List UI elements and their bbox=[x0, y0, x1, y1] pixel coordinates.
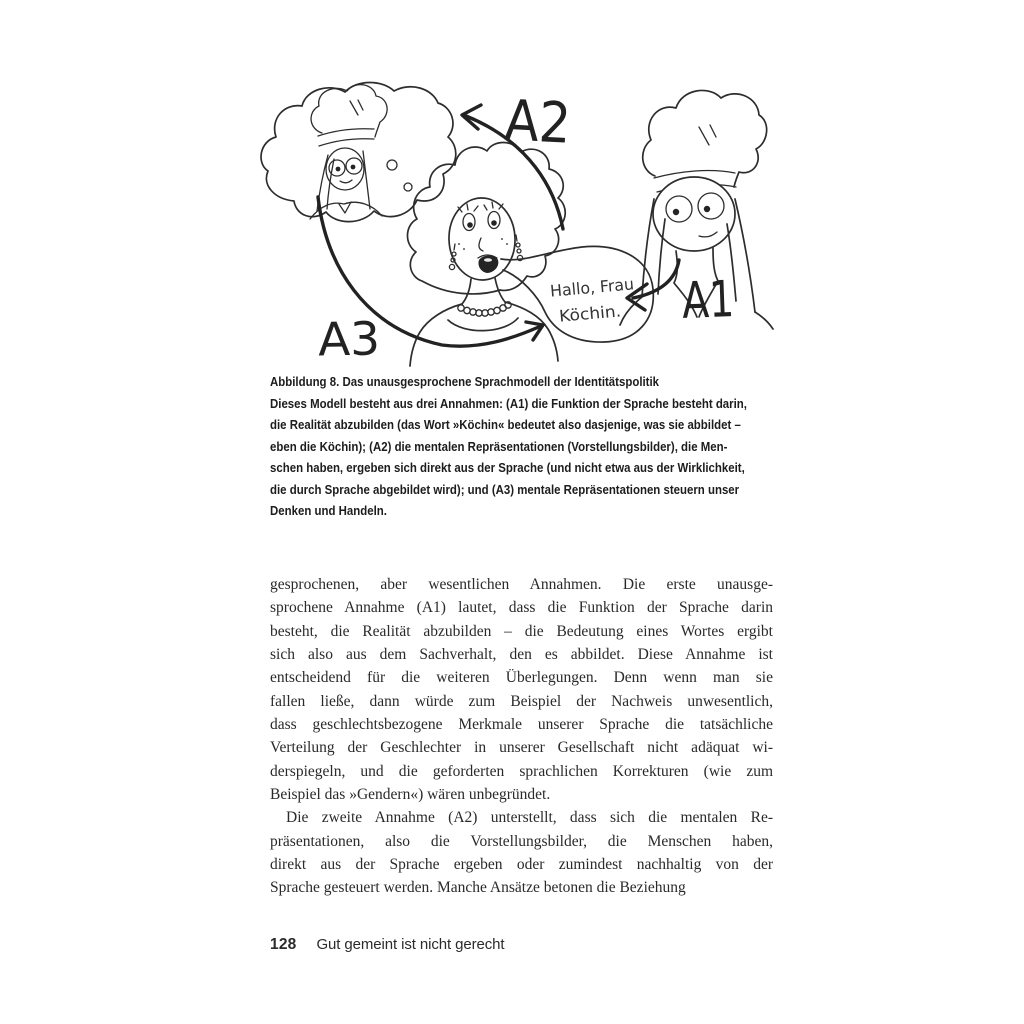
figure-caption-line: die Realität abzubilden (das Wort »Köchin« bedeutet also dasjenige, was sie abbildet – bbox=[270, 417, 741, 432]
chef-hat bbox=[643, 90, 767, 187]
label-a3: A3 bbox=[317, 311, 380, 367]
imagined-chef-figure bbox=[310, 85, 387, 219]
thought-bubble bbox=[261, 83, 456, 222]
thought-trail-bubble bbox=[387, 160, 397, 170]
thought-trail-bubble bbox=[404, 183, 412, 191]
figure-caption-line: Dieses Modell besteht aus drei Annahmen: (A1) die Funktion der Sprache besteht darin, bbox=[270, 395, 747, 411]
running-book-title: Gut gemeint ist nicht gerecht bbox=[316, 936, 505, 953]
figure-caption-line: die durch Sprache abgebildet wird); und (A3) mentale Repräsentationen steuern unser bbox=[270, 481, 740, 497]
body-line: sich also aus dem Sachverhalt, den es abbildet. Diese Annahme ist bbox=[270, 646, 773, 664]
body-line: besteht, die Realität abzubilden – die Bedeutung eines Wortes ergibt bbox=[270, 622, 773, 640]
figure-caption-line: eben die Köchin); (A2) die mentalen Repräsentationen (Vorstellungsbilder), die Men- bbox=[270, 438, 728, 454]
figure-caption-title: Abbildung 8. Das unausgesprochene Sprachmodell der Identitätspolitik bbox=[270, 374, 660, 389]
body-line: Sprache gesteuert werden. Manche Ansätze betonen die Beziehung bbox=[270, 879, 686, 897]
body-line: gesprochenen, aber wesentlichen Annahmen. Die erste unausge- bbox=[270, 576, 773, 593]
label-a2: A2 bbox=[503, 88, 581, 158]
body-line: Beispiel das »Gendern«) wären unbegründet. bbox=[270, 786, 551, 804]
body-line: Verteilung der Geschlechter in unserer Gesellschaft nicht adäquat wi- bbox=[270, 739, 773, 757]
body-line: derspiegeln, und die geforderten sprachlichen Korrekturen (wie zum bbox=[270, 762, 773, 780]
body-text bbox=[270, 573, 773, 900]
label-a1: A1 bbox=[681, 269, 750, 330]
body-line: fallen ließe, dann würde zum Beispiel der Nachweis unwesentlich, bbox=[270, 692, 773, 710]
body-line: dass geschlechtsbezogene Merkmale unserer Sprache die tatsächliche bbox=[270, 716, 773, 734]
figure-caption-line: schen haben, ergeben sich direkt aus der Sprache (und nicht etwa aus der Wirklichkeit, bbox=[270, 460, 745, 475]
identity-politics-model-illustration bbox=[252, 78, 792, 370]
figure-caption-line: Denken und Handeln. bbox=[270, 503, 387, 518]
body-line: präsentationen, also die Vorstellungsbilder, die Menschen haben, bbox=[270, 832, 773, 850]
speech-text-line2: Köchin. bbox=[558, 301, 618, 326]
body-line: Die zweite Annahme (A2) unterstellt, dass sich die mentalen Re- bbox=[286, 809, 773, 827]
page-footer bbox=[270, 936, 505, 954]
page-number: 128 bbox=[270, 936, 297, 953]
body-line: entscheidend für die weiteren Überlegungen. Denn wenn man sie bbox=[270, 669, 773, 687]
body-line: direkt aus der Sprache ergeben oder zumindest nachhaltig von der bbox=[270, 856, 773, 874]
body-line: sprochene Annahme (A1) lautet, dass die Funktion der Sprache darin bbox=[270, 599, 773, 617]
figure-caption bbox=[270, 371, 780, 522]
speech-text-line1: Hallo, Frau bbox=[549, 274, 636, 301]
pearl-necklace bbox=[458, 302, 511, 316]
